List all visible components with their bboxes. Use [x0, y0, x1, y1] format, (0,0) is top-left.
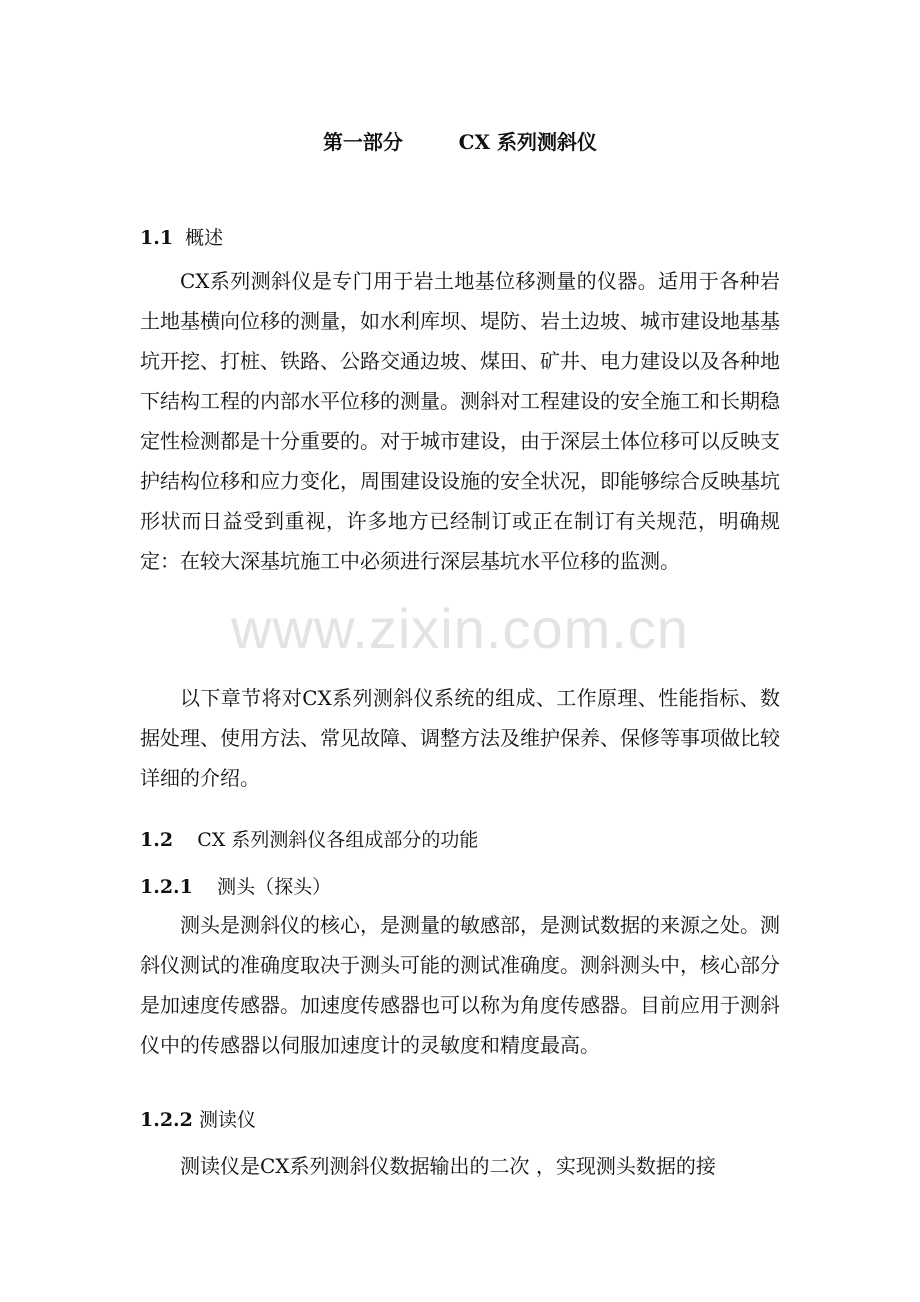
section-label: 概述 [185, 227, 224, 249]
section-heading-1-2 [140, 825, 478, 852]
section-heading-1-2-2 [140, 1105, 256, 1132]
section-heading-1-1 [140, 223, 223, 250]
paragraph-overview-1: CX系列测斜仪是专门用于岩土地基位移测量的仪器。适用于各种岩土地基横向位移的测量，如水利库坝、堤防、岩土边坡、城市建设地基基坑开挖、打桩、铁路、公路交通边坡、煤田、矿井、电力建设以及各种地下结构工程的内部水平位移的测量。测斜对工程建设的安全施工和长期稳定性检测都是十分重要的。对于城市建设，由于深层土体位移可以反映支护结构位移和应力变化，周围建设设施的安全状况，即能够综合反映基坑形状而日益受到重视，许多地方已经制订或正在制订有关规范，明确规定：在较大深基坑施工中必须进行深层基坑水平位移的监测。 [140, 269, 780, 573]
page-title: 第一部分 CX 系列测斜仪 [322, 130, 598, 154]
paragraph-readout: 测读仪是CX系列测斜仪数据输出的二次 ，实现测头数据的接 [180, 1154, 716, 1178]
watermark: www.zixin.com.cn [231, 597, 689, 660]
section-label: CX 系列测斜仪各组成部分的功能 [197, 829, 479, 851]
section-number: 1.2 [140, 829, 174, 851]
section-number: 1.1 [140, 227, 174, 249]
paragraph-probe: 测头是测斜仪的核心，是测量的敏感部，是测试数据的来源之处。测斜仪测试的准确度取决于测头可能的测试准确度。测斜测头中，核心部分是加速度传感器。加速度传感器也可以称为角度传感器。目前应用于测斜仪中的传感器以伺服加速度计的灵敏度和精度最高。 [140, 913, 780, 1057]
section-label: 测头（探头） [217, 876, 332, 898]
paragraph-overview-2: 以下章节将对CX系列测斜仪系统的组成、工作原理、性能指标、数据处理、使用方法、常见故障、调整方法及维护保养、保修等事项做比较详细的介绍。 [140, 686, 780, 790]
section-number: 1.2.1 [140, 876, 193, 898]
section-label: 测读仪 [198, 1109, 256, 1131]
section-number: 1.2.2 [140, 1109, 193, 1131]
section-heading-1-2-1 [140, 872, 331, 899]
